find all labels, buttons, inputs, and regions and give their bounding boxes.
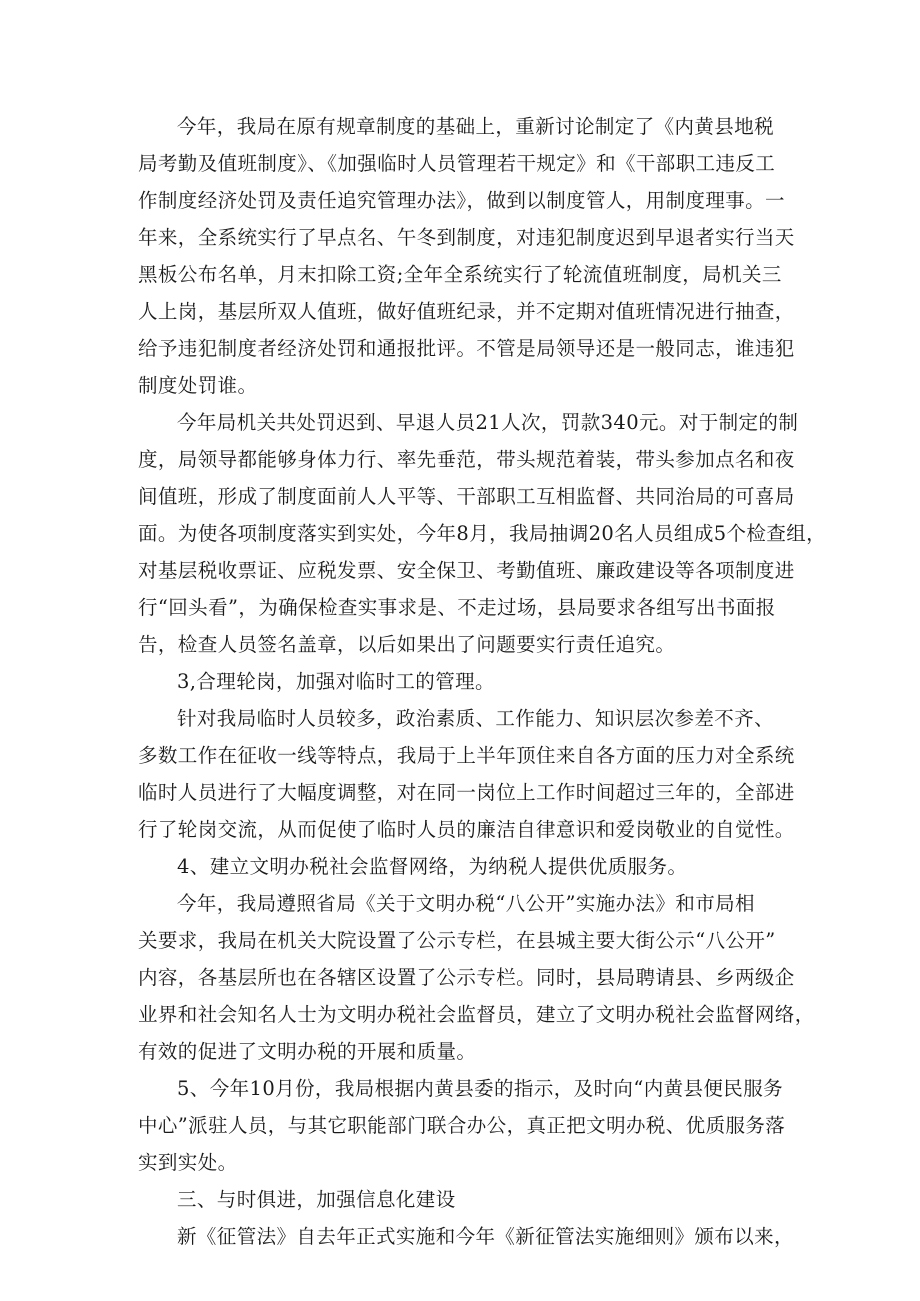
paragraph-service-center: [138, 1070, 798, 1181]
section-heading-rotation: [138, 663, 798, 700]
text-line: 行了轮岗交流，从而促使了临时人员的廉洁自律意识和爱岗敬业的自觉性。: [138, 818, 795, 841]
text-line: 针对我局临时人员较多，政治素质、工作能力、知识层次参差不齐、: [177, 707, 775, 730]
text-line: 3,合理轮岗，加强对临时工的管理。: [177, 670, 495, 693]
paragraph-collection-law: [138, 1218, 798, 1255]
paragraph-rotation: [138, 700, 798, 848]
text-line: 行“回头看”，为确保检查实事求是、不走过场，县局要求各组写出书面报: [138, 596, 776, 619]
text-line: 告，检查人员签名盖章，以后如果出了问题要实行责任追究。: [138, 633, 676, 656]
text-line: 4、建立文明办税社会监督网络，为纳税人提供优质服务。: [177, 855, 688, 878]
text-line: 人上岗，基层所双人值班，做好值班纪录，并不定期对值班情况进行抽查，: [138, 300, 795, 323]
text-line: 给予违犯制度者经济处罚和通报批评。不管是局领导还是一般同志，谁违犯: [138, 337, 795, 360]
text-line: 业界和社会知名人士为文明办税社会监督员，建立了文明办税社会监督网络，: [138, 1003, 815, 1026]
text-line: 黑板公布名单，月末扣除工资;全年全系统实行了轮流值班制度，局机关三: [138, 263, 782, 286]
text-line: 多数工作在征收一线等特点，我局于上半年顶住来自各方面的压力对全系统: [138, 744, 795, 767]
text-line: 间值班，形成了制度面前人人平等、干部职工互相监督、共同治局的可喜局: [138, 485, 795, 508]
text-line: 实到实处。: [138, 1151, 238, 1174]
document-body: [138, 108, 827, 1255]
text-line: 今年，我局遵照省局《关于文明办税“八公开”实施办法》和市局相: [177, 892, 755, 915]
text-line: 制度处罚谁。: [138, 374, 258, 397]
text-line: 今年局机关共处罚迟到、早退人员21人次，罚款340元。对于制定的制: [177, 411, 799, 434]
text-line: 中心”派驻人员，与其它职能部门联合办公，真正把文明办税、优质服务落: [138, 1114, 786, 1137]
paragraph-regulations: [138, 108, 798, 404]
text-line: 关要求，我局在机关大院设置了公示专栏，在县城主要大街公示“八公开”: [138, 929, 776, 952]
section-heading-supervision: [138, 848, 798, 885]
text-line: 三、与时俱进，加强信息化建设: [177, 1188, 456, 1211]
text-line: 内容，各基层所也在各辖区设置了公示专栏。同时，县局聘请县、乡两级企: [138, 966, 795, 989]
text-line: 度，局领导都能够身体力行、率先垂范，带头规范着装，带头参加点名和夜: [138, 448, 795, 471]
text-line: 作制度经济处罚及责任追究管理办法》，做到以制度管人，用制度理事。一: [138, 189, 785, 212]
paragraph-penalties: [138, 404, 827, 663]
text-line: 有效的促进了文明办税的开展和质量。: [138, 1040, 477, 1063]
section-heading-informatization: [138, 1181, 798, 1218]
text-line: 面。为使各项制度落实到实处，今年8月，我局抽调20名人员组成5个检查组，: [138, 522, 827, 545]
text-line: 对基层税收票证、应税发票、安全保卫、考勤值班、廉政建设等各项制度进: [138, 559, 795, 582]
text-line: 新《征管法》自去年正式实施和今年《新征管法实施细则》颁布以来，: [177, 1225, 794, 1248]
text-line: 年来，全系统实行了早点名、午冬到制度，对违犯制度迟到早退者实行当天: [138, 226, 795, 249]
text-line: 5、今年10月份，我局根据内黄县委的指示，及时向“内黄县便民服务: [177, 1077, 783, 1100]
text-line: 临时人员进行了大幅度调整，对在同一岗位上工作时间超过三年的，全部进: [138, 781, 795, 804]
text-line: 局考勤及值班制度》、《加强临时人员管理若干规定》和《干部职工违反工: [138, 152, 776, 175]
text-line: 今年，我局在原有规章制度的基础上，重新讨论制定了《内黄县地税: [177, 115, 775, 138]
paragraph-supervision: [138, 885, 815, 1070]
